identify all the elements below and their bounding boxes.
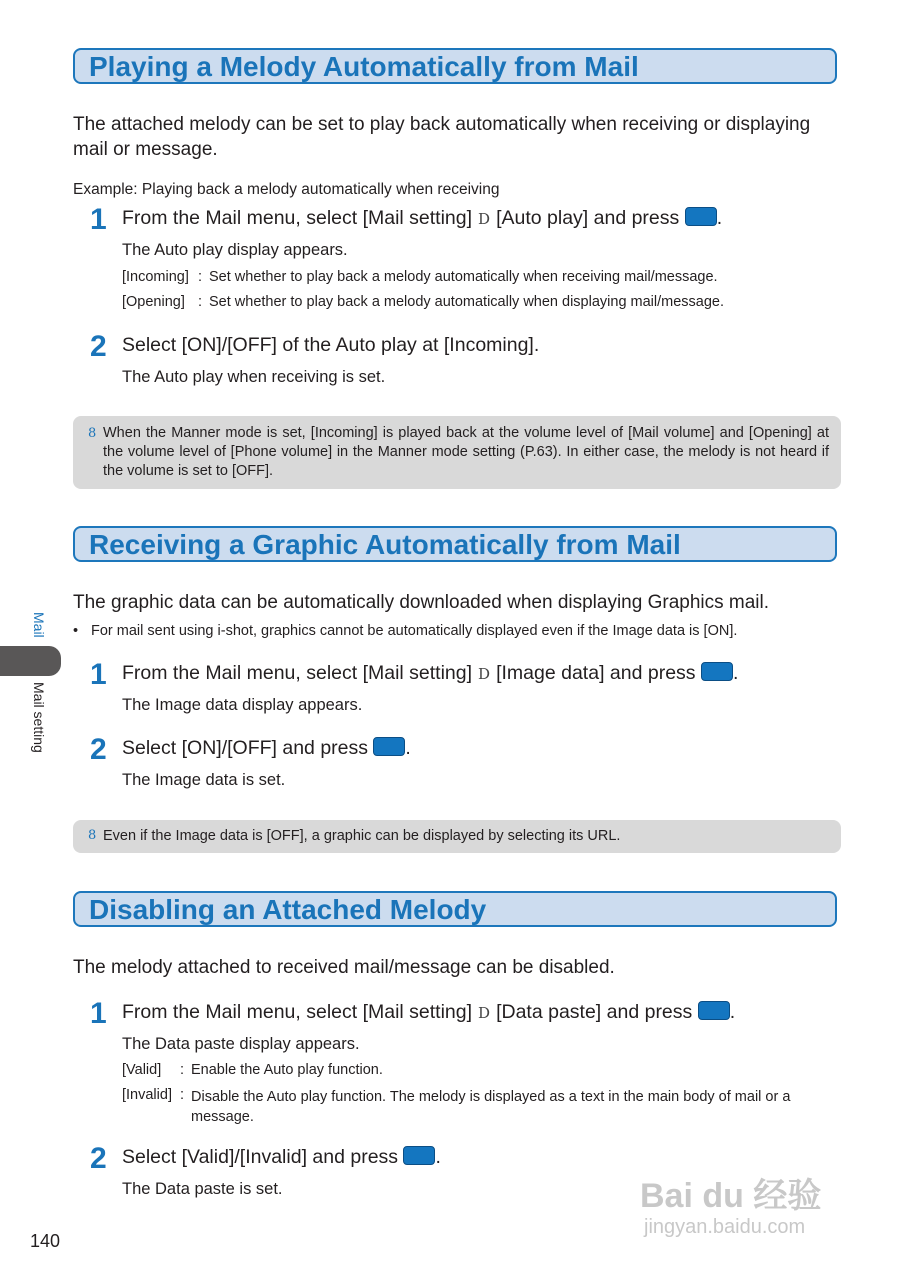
step-result: The Auto play display appears. <box>122 241 348 259</box>
side-chapter-tab <box>0 646 61 676</box>
example-line: Example: Playing back a melody automatically when receiving <box>73 181 500 198</box>
side-chapter-label: Mail <box>31 612 47 638</box>
step-instruction: From the Mail menu, select [Mail setting] D [Image data] and press . <box>122 662 739 684</box>
step-instruction: Select [ON]/[OFF] and press . <box>122 737 411 759</box>
note-text: Even if the Image data is [OFF], a graphic can be displayed by selecting its URL. <box>103 828 621 844</box>
page-number: 140 <box>30 1231 61 1251</box>
menu-arrow-icon: D <box>478 665 491 683</box>
step-number: 2 <box>90 733 107 766</box>
section-title: Playing a Melody Automatically from Mail <box>89 51 639 82</box>
bullet-icon: • <box>73 623 79 639</box>
step-instruction: From the Mail menu, select [Mail setting] D [Auto play] and press . <box>122 207 723 229</box>
option-separator: : <box>198 294 203 310</box>
watermark-logo: Bai du 经验 <box>640 1177 822 1215</box>
option-text: Enable the Auto play function. <box>191 1062 383 1078</box>
step-result: The Data paste is set. <box>122 1180 283 1198</box>
step-instruction: Select [Valid]/[Invalid] and press . <box>122 1146 441 1168</box>
center-key-icon <box>403 1146 435 1165</box>
section-title: Disabling an Attached Melody <box>89 894 487 925</box>
option-key: [Valid] <box>122 1062 162 1078</box>
note-text: When the Manner mode is set, [Incoming] is played back at the volume level of [Mail volume] and [Opening] at the volume level of [Phone volume] in the Manner mode setting (P.63). In either case, the melody is not heard if the volume is set to [OFF]. <box>103 425 829 479</box>
section-heading-auto-melody <box>73 48 837 84</box>
center-key-icon <box>701 662 733 681</box>
step-result: The Auto play when receiving is set. <box>122 368 386 386</box>
option-separator: : <box>180 1062 185 1078</box>
section-title: Receiving a Graphic Automatically from Mail <box>89 529 681 560</box>
note-icon: 8 <box>88 828 97 843</box>
option-text: Set whether to play back a melody automatically when receiving mail/message. <box>209 269 718 285</box>
note-box <box>73 820 841 853</box>
option-key: [Incoming] <box>122 269 189 285</box>
section-intro: The graphic data can be automatically downloaded when displaying Graphics mail. <box>73 592 770 613</box>
section-intro: The melody attached to received mail/message can be disabled. <box>73 957 615 978</box>
side-section-label: Mail setting <box>31 682 47 753</box>
step-result: The Data paste display appears. <box>122 1035 360 1053</box>
step-instruction: From the Mail menu, select [Mail setting] D [Data paste] and press . <box>122 1001 736 1023</box>
bullet-text: For mail sent using i-shot, graphics cannot be automatically displayed even if the Image data is [ON]. <box>91 623 738 639</box>
note-box <box>73 416 841 489</box>
section-heading-auto-graphic <box>73 526 837 562</box>
note-icon: 8 <box>88 426 97 441</box>
step-result: The Image data is set. <box>122 771 286 789</box>
step-number: 2 <box>90 1142 107 1175</box>
step-number: 1 <box>90 203 107 236</box>
center-key-icon <box>685 207 717 226</box>
step-number: 1 <box>90 997 107 1030</box>
option-key: [Invalid] <box>122 1087 172 1103</box>
option-text: Set whether to play back a melody automatically when displaying mail/message. <box>209 294 725 310</box>
section-heading-disable-melody <box>73 891 837 927</box>
section-intro: The attached melody can be set to play back automatically when receiving or displaying mail or message. <box>73 114 811 160</box>
option-separator: : <box>180 1087 185 1103</box>
step-instruction: Select [ON]/[OFF] of the Auto play at [Incoming]. <box>122 334 540 356</box>
option-separator: : <box>198 269 203 285</box>
menu-arrow-icon: D <box>478 1004 491 1022</box>
option-text: Disable the Auto play function. The melody is displayed as a text in the main body of mail or a message. <box>191 1089 791 1125</box>
step-number: 2 <box>90 330 107 363</box>
center-key-icon <box>373 737 405 756</box>
step-result: The Image data display appears. <box>122 696 363 714</box>
watermark-url: jingyan.baidu.com <box>644 1216 806 1238</box>
option-key: [Opening] <box>122 294 185 310</box>
menu-arrow-icon: D <box>478 210 491 228</box>
step-number: 1 <box>90 658 107 691</box>
center-key-icon <box>698 1001 730 1020</box>
